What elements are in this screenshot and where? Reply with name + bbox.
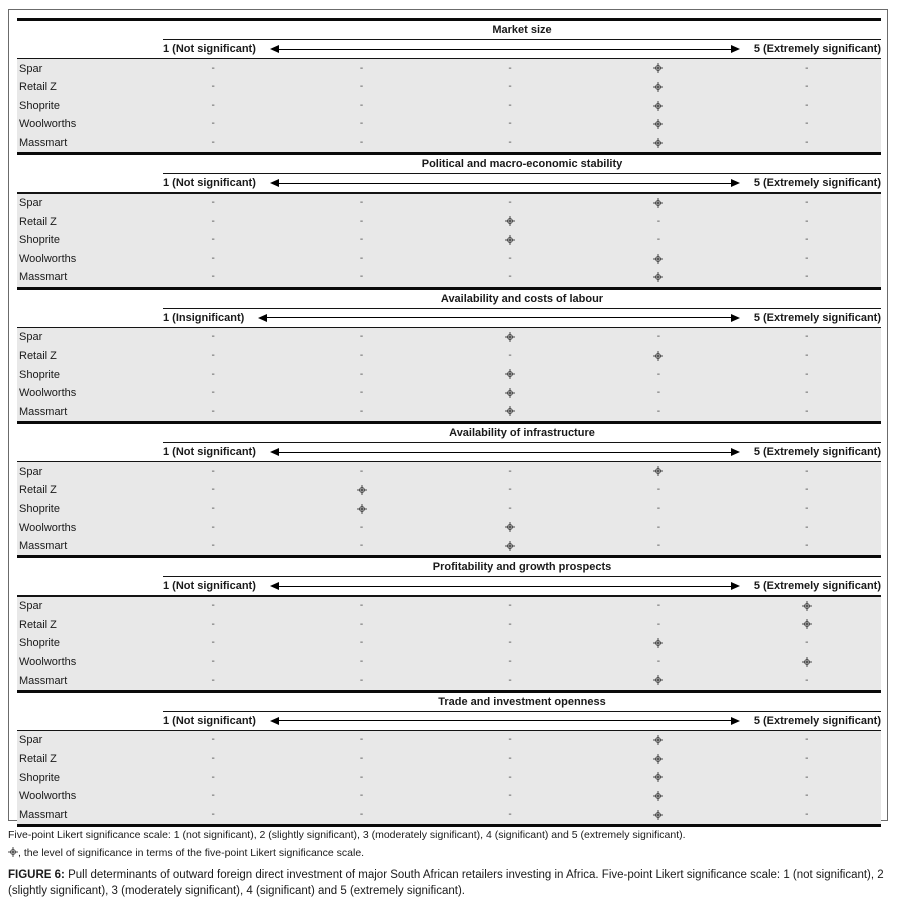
empty-cell: - bbox=[508, 271, 512, 283]
scale-left-label: 1 (Not significant) bbox=[163, 714, 256, 727]
empty-cell: - bbox=[508, 252, 512, 264]
crosshair-target-icon bbox=[436, 388, 584, 399]
empty-cell: - bbox=[359, 99, 364, 111]
empty-cell: - bbox=[805, 215, 809, 227]
empty-cell: - bbox=[805, 674, 809, 686]
empty-cell: - bbox=[359, 790, 364, 802]
retailer-label: Massmart bbox=[19, 271, 68, 284]
empty-cell: - bbox=[359, 62, 364, 74]
scale-left-label: 1 (Insignificant) bbox=[163, 311, 245, 324]
crosshair-target-icon bbox=[8, 847, 18, 859]
empty-cell: - bbox=[656, 405, 661, 417]
crosshair-target-icon bbox=[436, 332, 584, 343]
retailer-label: Woolworths bbox=[19, 790, 77, 803]
empty-cell: - bbox=[359, 118, 364, 130]
likert-scale-arrow-icon bbox=[270, 447, 740, 457]
empty-cell: - bbox=[805, 62, 809, 74]
empty-cell: - bbox=[656, 655, 661, 667]
table-row bbox=[17, 347, 881, 366]
table-row bbox=[17, 402, 881, 421]
empty-cell: - bbox=[805, 465, 809, 477]
empty-cell: - bbox=[359, 465, 364, 477]
empty-cell: - bbox=[211, 215, 215, 227]
retailer-label: Woolworths bbox=[19, 387, 77, 400]
empty-cell: - bbox=[508, 197, 512, 209]
empty-cell: - bbox=[805, 99, 809, 111]
empty-cell: - bbox=[508, 753, 512, 765]
empty-cell: - bbox=[805, 484, 809, 496]
arrow-shaft bbox=[279, 49, 731, 50]
crosshair-target-icon bbox=[733, 657, 881, 668]
empty-cell: - bbox=[359, 600, 364, 612]
scale-left-label: 1 (Not significant) bbox=[163, 446, 256, 459]
section-rows bbox=[17, 194, 881, 287]
table-row bbox=[17, 806, 881, 825]
scale-left-label: 1 (Not significant) bbox=[163, 43, 256, 55]
empty-cell: - bbox=[805, 790, 809, 802]
table-row bbox=[17, 462, 881, 481]
table-row bbox=[17, 97, 881, 116]
table-row bbox=[17, 731, 881, 750]
crosshair-target-icon bbox=[436, 216, 584, 227]
empty-cell: - bbox=[359, 387, 364, 399]
arrow-shaft bbox=[279, 720, 731, 721]
section-rows bbox=[17, 731, 881, 824]
empty-cell: - bbox=[805, 387, 809, 399]
likert-scale-arrow-icon bbox=[270, 716, 740, 726]
retailer-label: Shoprite bbox=[19, 368, 60, 381]
footnote-marker-text: , the level of significance in terms of the five-point Likert significance scale. bbox=[18, 847, 365, 859]
crosshair-target-icon bbox=[584, 735, 732, 746]
empty-cell: - bbox=[656, 502, 661, 514]
section-title: Political and macro-economic stability bbox=[163, 155, 881, 174]
arrowhead-left bbox=[270, 45, 279, 53]
empty-cell: - bbox=[359, 637, 364, 649]
table-row bbox=[17, 115, 881, 134]
table-row bbox=[17, 653, 881, 672]
crosshair-target-icon bbox=[584, 675, 732, 686]
section-rows bbox=[17, 328, 881, 421]
empty-cell: - bbox=[211, 484, 215, 496]
empty-cell: - bbox=[211, 521, 215, 533]
empty-cell: - bbox=[211, 655, 215, 667]
empty-cell: - bbox=[211, 234, 215, 246]
empty-cell: - bbox=[805, 271, 809, 283]
retailer-label: Spar bbox=[19, 465, 43, 478]
scale-right-label: 5 (Extremely significant) bbox=[753, 714, 881, 727]
scale-header bbox=[163, 443, 881, 461]
crosshair-target-icon bbox=[733, 601, 881, 612]
empty-cell: - bbox=[359, 331, 364, 343]
empty-cell: - bbox=[508, 118, 512, 130]
empty-cell: - bbox=[656, 387, 661, 399]
empty-cell: - bbox=[805, 521, 809, 533]
footnote-scale: Five-point Likert significance scale: 1 (not significant), 2 (slightly significant), 3 (moderately significant), 4 (significant) and 5 (extremely significant). bbox=[8, 829, 686, 841]
crosshair-target-icon bbox=[584, 638, 732, 649]
empty-cell: - bbox=[508, 502, 512, 514]
retailer-label: Retail Z bbox=[19, 215, 57, 228]
arrowhead-right bbox=[731, 582, 740, 590]
arrowhead-left bbox=[258, 314, 267, 322]
empty-cell: - bbox=[508, 655, 512, 667]
crosshair-target-icon bbox=[584, 254, 732, 265]
retailer-label: Massmart bbox=[19, 540, 68, 553]
empty-cell: - bbox=[805, 118, 809, 130]
empty-cell: - bbox=[211, 790, 215, 802]
crosshair-target-icon bbox=[436, 522, 584, 533]
section-rows bbox=[17, 59, 881, 152]
crosshair-target-icon bbox=[287, 485, 435, 496]
arrow-shaft bbox=[279, 586, 731, 587]
empty-cell: - bbox=[211, 271, 215, 283]
empty-cell: - bbox=[211, 252, 215, 264]
table-row bbox=[17, 500, 881, 519]
crosshair-target-icon bbox=[584, 101, 732, 112]
crosshair-target-icon bbox=[584, 82, 732, 93]
empty-cell: - bbox=[508, 637, 512, 649]
empty-cell: - bbox=[211, 753, 215, 765]
likert-section-3 bbox=[17, 290, 881, 424]
empty-cell: - bbox=[656, 521, 661, 533]
retailer-label: Spar bbox=[19, 62, 43, 75]
empty-cell: - bbox=[805, 808, 809, 820]
arrowhead-left bbox=[270, 448, 279, 456]
empty-cell: - bbox=[805, 734, 809, 746]
arrowhead-right bbox=[731, 314, 740, 322]
arrowhead-right bbox=[731, 717, 740, 725]
arrowhead-right bbox=[731, 448, 740, 456]
likert-section-5 bbox=[17, 558, 881, 692]
empty-cell: - bbox=[359, 540, 364, 552]
empty-cell: - bbox=[359, 368, 364, 380]
empty-cell: - bbox=[508, 674, 512, 686]
retailer-label: Massmart bbox=[19, 137, 68, 150]
table-row bbox=[17, 787, 881, 806]
empty-cell: - bbox=[656, 234, 661, 246]
table-row bbox=[17, 250, 881, 269]
table-row bbox=[17, 231, 881, 250]
crosshair-target-icon bbox=[584, 198, 732, 209]
empty-cell: - bbox=[359, 81, 364, 93]
empty-cell: - bbox=[211, 81, 215, 93]
section-rows bbox=[17, 462, 881, 555]
empty-cell: - bbox=[359, 234, 364, 246]
likert-section-4 bbox=[17, 424, 881, 558]
empty-cell: - bbox=[359, 350, 364, 361]
empty-cell: - bbox=[211, 99, 215, 111]
likert-section-6 bbox=[17, 693, 881, 827]
empty-cell: - bbox=[805, 502, 809, 514]
crosshair-target-icon bbox=[584, 63, 732, 74]
arrowhead-left bbox=[270, 717, 279, 725]
empty-cell: - bbox=[359, 734, 364, 746]
empty-cell: - bbox=[211, 618, 215, 630]
retailer-label: Shoprite bbox=[19, 99, 60, 112]
empty-cell: - bbox=[805, 252, 809, 264]
table-row bbox=[17, 212, 881, 231]
empty-cell: - bbox=[211, 62, 215, 74]
arrowhead-right bbox=[731, 179, 740, 187]
retailer-label: Retail Z bbox=[19, 81, 57, 94]
table-row bbox=[17, 518, 881, 537]
retailer-label: Woolworths bbox=[19, 252, 77, 265]
empty-cell: - bbox=[508, 81, 512, 93]
footnote-marker bbox=[8, 846, 892, 861]
table-row bbox=[17, 384, 881, 403]
retailer-label: Woolworths bbox=[19, 655, 77, 668]
retailer-label: Spar bbox=[19, 734, 43, 747]
empty-cell: - bbox=[656, 540, 661, 552]
section-rows bbox=[17, 597, 881, 690]
table-row bbox=[17, 194, 881, 213]
table-row bbox=[17, 615, 881, 634]
arrow-shaft bbox=[279, 452, 731, 453]
empty-cell: - bbox=[211, 502, 215, 514]
empty-cell: - bbox=[359, 618, 364, 630]
retailer-label: Spar bbox=[19, 600, 43, 613]
empty-cell: - bbox=[805, 405, 809, 417]
section-title: Profitability and growth prospects bbox=[163, 558, 881, 577]
table-row bbox=[17, 634, 881, 653]
likert-scale-arrow-icon bbox=[270, 178, 740, 188]
empty-cell: - bbox=[211, 137, 215, 149]
empty-cell: - bbox=[211, 405, 215, 417]
empty-cell: - bbox=[508, 465, 512, 477]
empty-cell: - bbox=[359, 252, 364, 264]
empty-cell: - bbox=[805, 753, 809, 765]
scale-right-label: 5 (Extremely significant) bbox=[753, 311, 881, 324]
crosshair-target-icon bbox=[584, 791, 732, 802]
empty-cell: - bbox=[211, 540, 215, 552]
arrowhead-left bbox=[270, 582, 279, 590]
retailer-label: Woolworths bbox=[19, 521, 77, 534]
crosshair-target-icon bbox=[584, 754, 732, 765]
scale-left-label: 1 (Not significant) bbox=[163, 177, 256, 190]
empty-cell: - bbox=[805, 637, 809, 649]
empty-cell: - bbox=[805, 197, 809, 209]
scale-header bbox=[163, 577, 881, 595]
empty-cell: - bbox=[508, 62, 512, 74]
empty-cell: - bbox=[508, 734, 512, 746]
arrowhead-left bbox=[270, 179, 279, 187]
table-row bbox=[17, 768, 881, 787]
table-row bbox=[17, 597, 881, 616]
empty-cell: - bbox=[211, 637, 215, 649]
empty-cell: - bbox=[656, 368, 661, 380]
arrow-shaft bbox=[267, 317, 731, 318]
scale-header bbox=[163, 174, 881, 192]
empty-cell: - bbox=[359, 271, 364, 283]
empty-cell: - bbox=[656, 618, 661, 630]
empty-cell: - bbox=[508, 99, 512, 111]
table-row bbox=[17, 537, 881, 556]
crosshair-target-icon bbox=[436, 235, 584, 246]
crosshair-target-icon bbox=[584, 119, 732, 130]
empty-cell: - bbox=[211, 331, 215, 343]
empty-cell: - bbox=[211, 465, 215, 477]
crosshair-target-icon bbox=[584, 351, 732, 362]
empty-cell: - bbox=[211, 734, 215, 746]
table-row bbox=[17, 78, 881, 97]
crosshair-target-icon bbox=[584, 810, 732, 821]
empty-cell: - bbox=[359, 405, 364, 417]
retailer-label: Shoprite bbox=[19, 234, 60, 247]
empty-cell: - bbox=[211, 674, 215, 686]
section-title: Trade and investment openness bbox=[163, 693, 881, 712]
table-row bbox=[17, 59, 881, 78]
crosshair-target-icon bbox=[584, 466, 732, 477]
table-row bbox=[17, 134, 881, 153]
retailer-label: Retail Z bbox=[19, 484, 57, 497]
retailer-label: Spar bbox=[19, 197, 43, 210]
scale-right-label: 5 (Extremely significant) bbox=[753, 177, 881, 190]
empty-cell: - bbox=[359, 215, 364, 227]
scale-header bbox=[163, 40, 881, 58]
table-row bbox=[17, 268, 881, 287]
retailer-label: Retail Z bbox=[19, 753, 57, 766]
empty-cell: - bbox=[508, 618, 512, 630]
crosshair-target-icon bbox=[436, 541, 584, 552]
empty-cell: - bbox=[211, 118, 215, 130]
retailer-label: Massmart bbox=[19, 674, 68, 687]
empty-cell: - bbox=[211, 387, 215, 399]
retailer-label: Massmart bbox=[19, 808, 68, 821]
section-title: Market size bbox=[163, 21, 881, 40]
empty-cell: - bbox=[656, 484, 661, 496]
table-row bbox=[17, 328, 881, 347]
empty-cell: - bbox=[211, 197, 215, 209]
scale-right-label: 5 (Extremely significant) bbox=[753, 446, 881, 459]
empty-cell: - bbox=[359, 771, 364, 783]
empty-cell: - bbox=[211, 771, 215, 783]
likert-section-2 bbox=[17, 155, 881, 289]
empty-cell: - bbox=[656, 215, 661, 227]
arrowhead-right bbox=[731, 45, 740, 53]
empty-cell: - bbox=[359, 197, 364, 209]
empty-cell: - bbox=[805, 234, 809, 246]
likert-section-1 bbox=[17, 21, 881, 155]
figure-frame bbox=[8, 9, 888, 821]
table-row bbox=[17, 750, 881, 769]
crosshair-target-icon bbox=[584, 772, 732, 783]
empty-cell: - bbox=[359, 655, 364, 667]
figure-caption-text: Pull determinants of outward foreign direct investment of major South African retailers investing in Africa. Five-point Likert significance scale: 1 (not significant), 2 (slightly significant), 3 (moderately significant), 4 (significant) and 5 (extremely significant). bbox=[8, 869, 884, 897]
empty-cell: - bbox=[805, 350, 809, 361]
empty-cell: - bbox=[211, 600, 215, 612]
empty-cell: - bbox=[508, 790, 512, 802]
empty-cell: - bbox=[805, 368, 809, 380]
scale-header bbox=[163, 309, 881, 327]
figure-caption bbox=[8, 868, 892, 899]
likert-scale-arrow-icon bbox=[258, 313, 740, 323]
crosshair-target-icon bbox=[584, 272, 732, 283]
empty-cell: - bbox=[211, 808, 215, 820]
scale-right-label: 5 (Extremely significant) bbox=[753, 43, 881, 55]
table-row bbox=[17, 671, 881, 690]
empty-cell: - bbox=[508, 137, 512, 149]
empty-cell: - bbox=[359, 808, 364, 820]
likert-sections-container bbox=[17, 18, 881, 827]
crosshair-target-icon bbox=[584, 138, 732, 149]
empty-cell: - bbox=[508, 771, 512, 783]
likert-scale-arrow-icon bbox=[270, 44, 740, 54]
empty-cell: - bbox=[211, 368, 215, 380]
scale-right-label: 5 (Extremely significant) bbox=[753, 580, 881, 593]
crosshair-target-icon bbox=[436, 369, 584, 380]
table-row bbox=[17, 481, 881, 500]
section-title: Availability and costs of labour bbox=[163, 290, 881, 309]
empty-cell: - bbox=[805, 81, 809, 93]
empty-cell: - bbox=[359, 137, 364, 149]
table-row bbox=[17, 365, 881, 384]
retailer-label: Shoprite bbox=[19, 771, 60, 784]
scale-header bbox=[163, 712, 881, 730]
retailer-label: Shoprite bbox=[19, 637, 60, 650]
empty-cell: - bbox=[805, 331, 809, 343]
retailer-label: Retail Z bbox=[19, 350, 57, 362]
empty-cell: - bbox=[359, 674, 364, 686]
empty-cell: - bbox=[359, 521, 364, 533]
empty-cell: - bbox=[508, 808, 512, 820]
empty-cell: - bbox=[805, 771, 809, 783]
empty-cell: - bbox=[805, 540, 809, 552]
crosshair-target-icon bbox=[436, 406, 584, 417]
empty-cell: - bbox=[508, 350, 512, 361]
arrow-shaft bbox=[279, 183, 731, 184]
section-bottom-rule bbox=[17, 824, 881, 827]
crosshair-target-icon bbox=[733, 619, 881, 630]
figure-footnotes bbox=[8, 828, 892, 911]
likert-scale-arrow-icon bbox=[270, 581, 740, 591]
empty-cell: - bbox=[508, 484, 512, 496]
empty-cell: - bbox=[656, 331, 661, 343]
figure-caption-label: FIGURE 6: bbox=[8, 869, 65, 881]
retailer-label: Shoprite bbox=[19, 502, 60, 515]
retailer-label: Massmart bbox=[19, 405, 68, 418]
empty-cell: - bbox=[508, 600, 512, 612]
crosshair-target-icon bbox=[287, 504, 435, 515]
scale-left-label: 1 (Not significant) bbox=[163, 580, 256, 593]
retailer-label: Woolworths bbox=[19, 118, 77, 131]
empty-cell: - bbox=[359, 753, 364, 765]
retailer-label: Retail Z bbox=[19, 618, 57, 631]
section-title: Availability of infrastructure bbox=[163, 424, 881, 443]
empty-cell: - bbox=[656, 600, 661, 612]
retailer-label: Spar bbox=[19, 331, 43, 344]
empty-cell: - bbox=[211, 350, 215, 361]
empty-cell: - bbox=[805, 137, 809, 149]
